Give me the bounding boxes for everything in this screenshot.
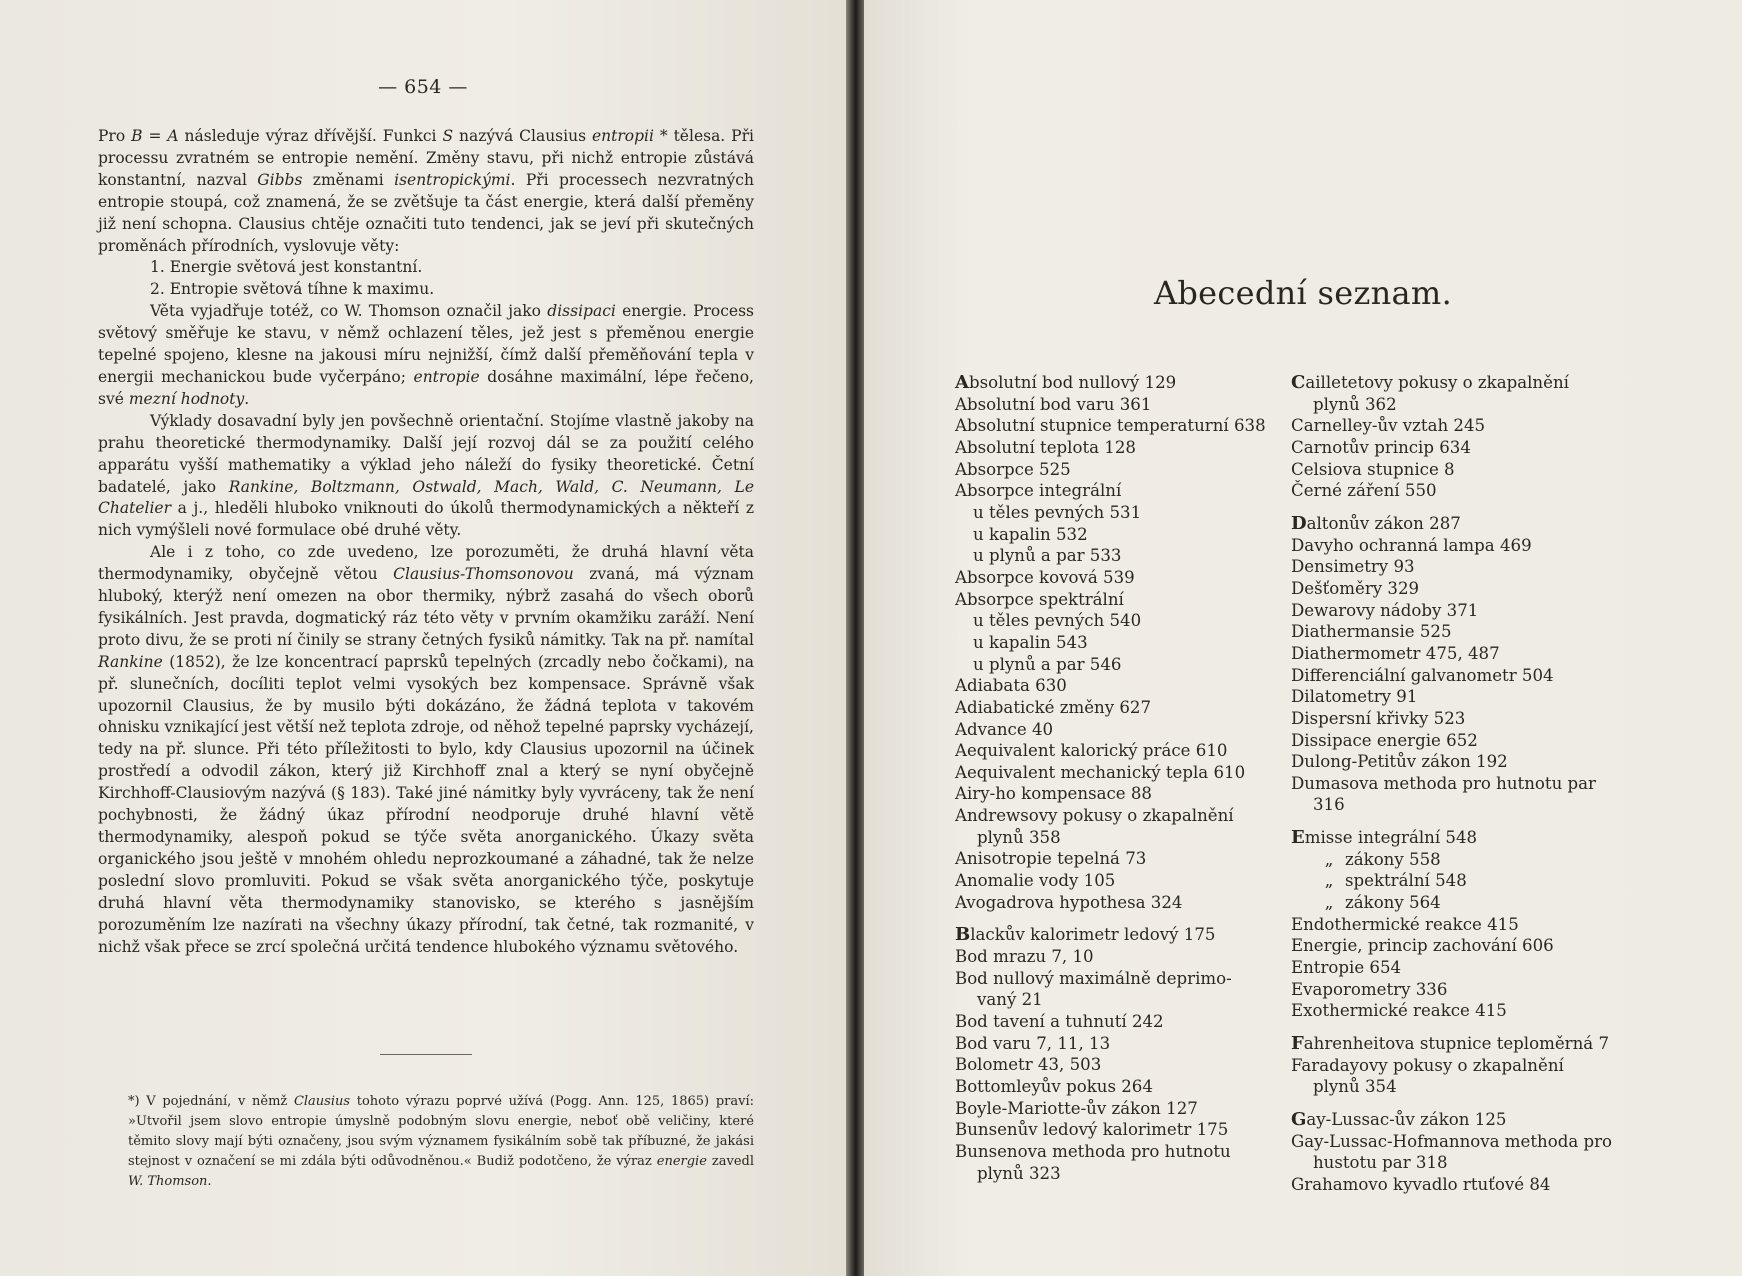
- index-title: Abecední seznam.: [1153, 274, 1453, 312]
- index-entry: Diathermometr 475, 487: [1291, 643, 1500, 663]
- index-entry: Diathermansie 525: [1291, 622, 1452, 642]
- index-entry: „ zákony 558: [1291, 849, 1621, 871]
- index-entry: Absorpce integrální: [955, 481, 1122, 501]
- ditto-mark: „: [1324, 871, 1334, 891]
- index-entry: Carnotův princip 634: [1291, 437, 1471, 457]
- index-entry: Dulong-Petitův zákon 192: [1291, 752, 1508, 772]
- index-entry: u kapalin 532: [973, 524, 1088, 544]
- index-entry: Exothermické reakce 415: [1291, 1001, 1507, 1021]
- paragraph-4: Ale i z toho, co zde uvedeno, lze porozuměti, že druhá hlavní věta thermodynamiky, obyčejně větou Clausius-Thomsonovou zvaná, má význam hluboký, kterýž není omezen na obor thermiky, nýbrž zasahá do všech oborů fysikálních. Jest pravda, dogmatický ráz této věty v prvním okamžiku zaráží. Není proto divu, že se proti ní činily se strany četných fysiků námitky. Tak na př. namítal Rankine (1852), že lze koncentrací paprsků tepelných (zrcadly nebo čočkami), na př. slunečních, docíliti teplot velmi vysokých bez kompensace. Správně však upozornil Clausius, že by musilo býti dokázáno, že žádná teplota v takovém ohnisku vznikající jest větší než teplota zdroje, od něhož tepelné paprsky vycházejí, tedy na př. slunce. Při této příležitosti to bylo, kdy Clausius upozornil na účinek prostředí a odvodil zákon, který již Kirchhoff znal a který se nyní obyčejně Kirchhoff-Clausiovým nazývá (§ 183). Také jiné námitky byly vyvráceny, tak že není pochybnosti, že žádný úkaz přírodní neodporuje druhé hlavní větě thermodynamiky, alespoň pokud se týče světa anorganického. Úkazy světa organického jsou ještě v mnohém ohledu neprozkoumané a záhadné, tak že nelze poslední slovo promluviti. Pokud se však světa anorganického týče, poskytuje druhá hlavní věta thermodynamiky stanovisko, se kterého s jasnějším porozuměním lze nazírati na všechny úkazy přírodní, tak četné, tak rozmanité, v nichž však přece se zrcí společná určitá tendence hlubokého významu světového.: [98, 543, 755, 956]
- index-entry: u těles pevných 531: [973, 502, 1142, 522]
- index-group: [1291, 372, 1621, 502]
- index-entry: Grahamovo kyvadlo rtuťové 84: [1291, 1174, 1551, 1194]
- index-group: [1291, 513, 1621, 816]
- index-entry: Bod nullový maximálně deprimo-: [955, 968, 1232, 988]
- index-column-2: [1291, 372, 1621, 1207]
- index-entry: u těles pevných 540: [973, 611, 1142, 631]
- index-entry: vaný 21: [977, 990, 1043, 1010]
- index-entry: Gay-Lussac-Hofmannova methoda pro: [1291, 1131, 1613, 1151]
- law-2: 2. Entropie světová tíhne k maximu.: [150, 280, 435, 299]
- index-entry: Davyho ochranná lampa 469: [1291, 535, 1532, 555]
- index-entry: Anomalie vody 105: [955, 871, 1116, 891]
- index-entry: Celsiova stupnice 8: [1291, 459, 1455, 479]
- index-entry: Carnelley-ův vztah 245: [1291, 416, 1486, 436]
- index-entry: Bunsenův ledový kalorimetr 175: [955, 1120, 1229, 1140]
- index-group: [955, 372, 1285, 913]
- index-entry: Cailletetovy pokusy o zkapalnění: [1291, 372, 1569, 393]
- index-entry: Dumasova methoda pro hutnotu par: [1291, 773, 1596, 793]
- index-entry: Blackův kalorimetr ledový 175: [955, 924, 1216, 946]
- ditto-mark: „: [1324, 849, 1334, 869]
- index-entry: Entropie 654: [1291, 958, 1402, 978]
- index-entry: 316: [1313, 795, 1345, 815]
- index-entry: Advance 40: [955, 719, 1054, 739]
- index-entry: Absolutní bod nullový 129: [955, 372, 1177, 393]
- index-entry: Faradayovy pokusy o zkapalnění: [1291, 1055, 1564, 1075]
- index-entry: Bod varu 7, 11, 13: [955, 1033, 1111, 1053]
- index-entry: Daltonův zákon 287: [1291, 512, 1461, 534]
- index-entry: Gay-Lussac-ův zákon 125: [1291, 1109, 1507, 1130]
- index-entry: u kapalin 543: [973, 632, 1088, 652]
- page-number: — 654 —: [378, 76, 468, 98]
- index-entry: Absorpce 525: [955, 459, 1071, 479]
- index-entry: Airy-ho kompensace 88: [955, 784, 1152, 804]
- index-entry: Bottomleyův pokus 264: [955, 1077, 1153, 1096]
- index-entry: Dispersní křivky 523: [1291, 708, 1466, 728]
- index-entry: Absolutní bod varu 361: [955, 394, 1152, 414]
- footnote-divider: [380, 1054, 472, 1055]
- index-entry: Dissipace energie 652: [1291, 730, 1478, 750]
- index-entry: plynů 323: [977, 1163, 1061, 1183]
- index-entry: Absolutní stupnice temperaturní 638: [955, 416, 1266, 436]
- footnote: *) V pojednání, v němž Clausius tohoto výrazu poprvé užívá (Pogg. Ann. 125, 1865) praví: »Utvořil jsem slovo entropie úmyslně podobným slovu energie, neboť obě veličiny, které těmito slovy mají býti označeny, jsou svým významem fysikálním sobě tak příbuzné, že jakási stejnost v označení se mi zdála býti odůvodněnou.« Budiž podotčeno, že výraz energie zavedl W. Thomson.: [128, 1094, 755, 1189]
- index-entry: Anisotropie tepelná 73: [955, 849, 1147, 869]
- ditto-mark: „: [1324, 893, 1334, 913]
- index-entry: Endothermické reakce 415: [1291, 914, 1519, 934]
- paragraph-3: Výklady dosavadní byly jen povšechně orientační. Stojíme vlastně jakoby na prahu theoretické thermodynamiky. Další její rozvoj dál se za použití celého apparátu vyšší mathematiky a výklad jeho náleží do fysiky theoretické. Četní badatelé, jako Rankine, Boltzmann, Ostwald, Mach, Wald, C. Neumann, Le Chatelier a j., hleděli hluboko vniknouti do úkolů thermodynamických a někteří z nich vymýšleli nové formulace obé druhé věty.: [98, 411, 754, 540]
- index-entry: Adiabata 630: [955, 676, 1067, 696]
- index-entry: hustotu par 318: [1313, 1153, 1448, 1173]
- index-group: [955, 924, 1285, 1184]
- index-entry: Absorpce spektrální: [955, 589, 1124, 609]
- index-entry: plynů 358: [977, 827, 1061, 847]
- index-entry: Dewarovy nádoby 371: [1291, 600, 1479, 620]
- index-group: [1291, 1109, 1621, 1196]
- index-entry: Boyle-Mariotte-ův zákon 127: [955, 1098, 1198, 1118]
- index-entry: Aequivalent mechanický tepla 610: [955, 762, 1246, 782]
- index-entry: plynů 354: [1313, 1077, 1397, 1097]
- index-group: [1291, 827, 1621, 1022]
- index-entry: „ zákony 564: [1291, 892, 1621, 914]
- index-entry: Andrewsovy pokusy o zkapalnění: [955, 806, 1234, 826]
- index-entry: Bod mrazu 7, 10: [955, 947, 1094, 967]
- law-1: 1. Energie světová jest konstantní.: [150, 258, 423, 277]
- index-entry: plynů 362: [1313, 394, 1397, 414]
- index-entry: Energie, princip zachování 606: [1291, 936, 1554, 956]
- index-column-1: [955, 372, 1285, 1195]
- paragraph-1: Pro B = A následuje výraz dřívější. Funkci S nazývá Clausius entropii * tělesa. Při processu zvratném se entropie nemění. Změny stavu, při nichž entropie zůstává konstantní, nazval Gibbs změnami isentropickými. Při processech nezvratných entropie stoupá, což znamená, že se zvětšuje ta část energie, která další přeměny již není schopna. Clausius chtěje označiti tuto tendenci, jak se jeví při skutečných proměnách přírodních, vyslovuje věty:: [98, 127, 754, 255]
- book-gutter: [846, 0, 864, 1276]
- main-text: [98, 126, 754, 958]
- index-entry: Absolutní teplota 128: [955, 437, 1136, 457]
- index-entry: u plynů a par 533: [973, 546, 1122, 566]
- index-entry: Černé záření 550: [1291, 481, 1437, 501]
- index-entry: Fahrenheitova stupnice teploměrná 7: [1291, 1033, 1609, 1055]
- index-entry: „ spektrální 548: [1291, 870, 1621, 892]
- index-group: [1291, 1033, 1621, 1098]
- index-entry: Bod tavení a tuhnutí 242: [955, 1012, 1164, 1032]
- index-entry: Bolometr 43, 503: [955, 1055, 1102, 1075]
- index-entry: Densimetry 93: [1291, 557, 1415, 577]
- index-entry: Dešťoměry 329: [1291, 578, 1420, 598]
- index-entry: Aequivalent kalorický práce 610: [955, 741, 1228, 761]
- index-entry: Bunsenova methoda pro hutnotu: [955, 1141, 1231, 1161]
- index-entry: Adiabatické změny 627: [955, 697, 1152, 717]
- index-entry: Evaporometry 336: [1291, 979, 1448, 999]
- index-entry: Dilatometry 91: [1291, 687, 1418, 707]
- index-entry: u plynů a par 546: [973, 654, 1122, 674]
- index-entry: Differenciální galvanometr 504: [1291, 665, 1554, 685]
- index-entry: Avogadrova hypothesa 324: [955, 892, 1183, 912]
- paragraph-2: Věta vyjadřuje totéž, co W. Thomson označil jako dissipaci energie. Process světový směřuje ke stavu, v němž ochlazení těles, jež jest s přeměnou energie tepelné spojeno, klesne na jakousi míru nejnižší, čímž další přeměňování tepla v energii mechanickou bude vyčerpáno; entropie dosáhne maximální, lépe řečeno, své mezní hodnoty.: [98, 302, 754, 408]
- index-entry: Emisse integrální 548: [1291, 827, 1478, 849]
- index-entry: Absorpce kovová 539: [955, 567, 1135, 587]
